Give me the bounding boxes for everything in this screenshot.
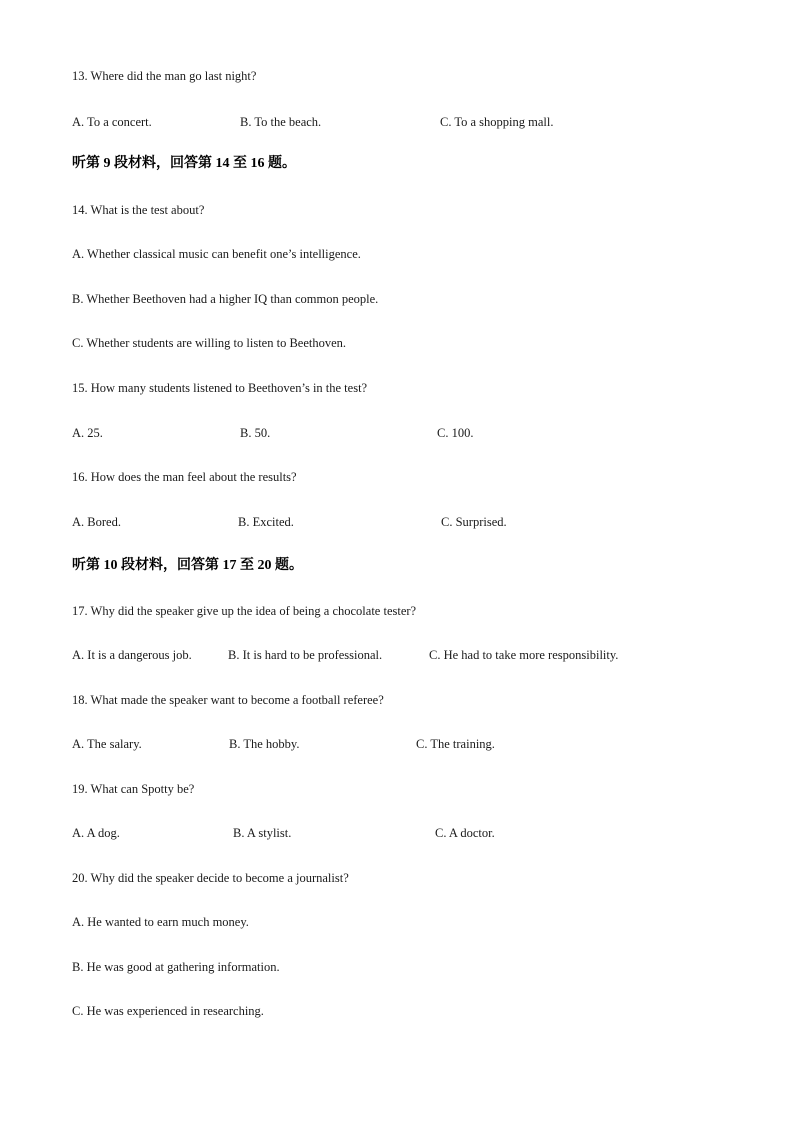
q14-option-b: B. Whether Beethoven had a higher IQ than common people. [72,292,379,306]
q18-option-b: B. The hobby. [229,737,300,751]
q14-option-c: C. Whether students are willing to listen to Beethoven. [72,336,347,350]
q20-option-b: B. He was good at gathering information. [72,960,280,974]
q18-option-a: A. The salary. [72,737,142,751]
question-20: 20. Why did the speaker decide to become a journalist? [72,871,349,885]
question-15: 15. How many students listened to Beethoven’s in the test? [72,381,368,395]
q16-option-a: A. Bored. [72,515,121,529]
q13-option-b: B. To the beach. [240,115,322,129]
question-16: 16. How does the man feel about the results? [72,470,297,484]
q16-option-b: B. Excited. [238,515,294,529]
question-19: 19. What can Spotty be? [72,782,195,796]
q20-option-a: A. He wanted to earn much money. [72,915,249,929]
q13-option-c: C. To a shopping mall. [440,115,554,129]
q19-option-a: A. A dog. [72,826,120,840]
q15-option-b: B. 50. [240,426,271,440]
section-9-heading: 听第 9 段材料，回答第 14 至 16 题。 [72,156,296,171]
q19-option-c: C. A doctor. [435,826,495,840]
question-18: 18. What made the speaker want to become a football referee? [72,693,384,707]
question-14: 14. What is the test about? [72,203,205,217]
section-10-heading: 听第 10 段材料，回答第 17 至 20 题。 [72,558,303,573]
q15-option-a: A. 25. [72,426,103,440]
q17-option-c: C. He had to take more responsibility. [429,648,619,662]
q19-option-b: B. A stylist. [233,826,292,840]
q18-option-c: C. The training. [416,737,495,751]
q17-option-b: B. It is hard to be professional. [228,648,383,662]
q13-option-a: A. To a concert. [72,115,152,129]
q15-option-c: C. 100. [437,426,474,440]
question-13: 13. Where did the man go last night? [72,69,257,83]
q17-option-a: A. It is a dangerous job. [72,648,192,662]
q16-option-c: C. Surprised. [441,515,507,529]
q20-option-c: C. He was experienced in researching. [72,1004,264,1018]
question-17: 17. Why did the speaker give up the idea of being a chocolate tester? [72,604,417,618]
q14-option-a: A. Whether classical music can benefit one’s intelligence. [72,247,361,261]
